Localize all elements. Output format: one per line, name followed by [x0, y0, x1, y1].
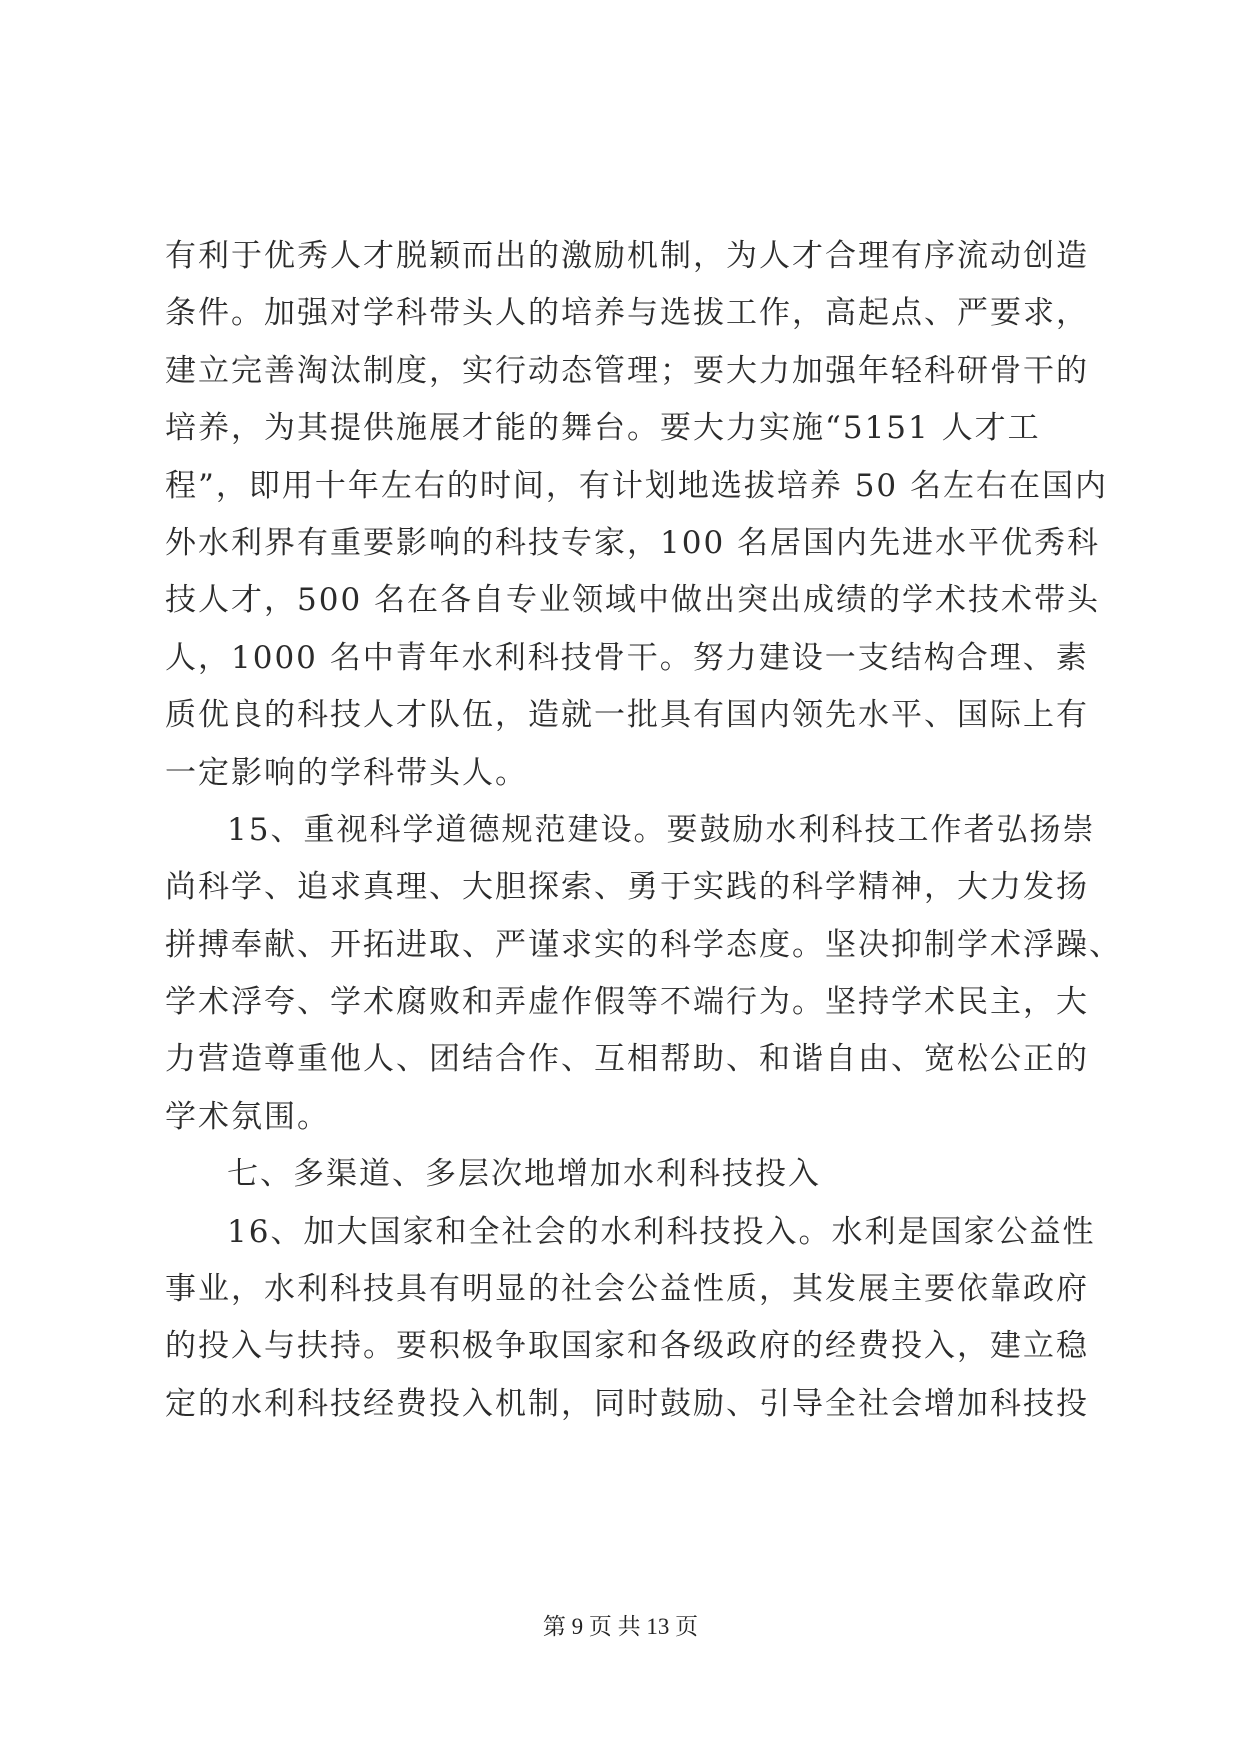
text-line: 尚科学、追求真理、大胆探索、勇于实践的科学精神，大力发扬 — [165, 869, 1089, 906]
text-line: 人，1000 名中青年水利科技骨干。努力建设一支结构合理、素 — [165, 639, 1089, 676]
page-number-footer: 第 9 页 共 13 页 — [542, 1614, 699, 1639]
text-line: 学术氛围。 — [165, 1098, 330, 1135]
text-line: 一定影响的学科带头人。 — [165, 754, 528, 791]
text-line: 条件。加强对学科带头人的培养与选拔工作，高起点、严要求， — [165, 295, 1089, 332]
text-line: 的投入与扶持。要积极争取国家和各级政府的经费投入，建立稳 — [165, 1328, 1089, 1365]
text-line: 事业，水利科技具有明显的社会公益性质，其发展主要依靠政府 — [165, 1271, 1089, 1308]
paragraph-15-start: 15、重视科学道德规范建设。要鼓励水利科技工作者弘扬崇 — [227, 811, 1096, 848]
text-line: 建立完善淘汰制度，实行动态管理；要大力加强年轻科研骨干的 — [165, 352, 1089, 389]
text-line: 力营造尊重他人、团结合作、互相帮助、和谐自由、宽松公正的 — [165, 1041, 1089, 1078]
text-line: 有利于优秀人才脱颖而出的激励机制，为人才合理有序流动创造 — [165, 238, 1089, 274]
body-text — [165, 228, 1122, 1433]
section-heading: 七、多渠道、多层次地增加水利科技投入 — [227, 1156, 821, 1193]
text-line: 外水利界有重要影响的科技专家，100 名居国内先进水平优秀科 — [165, 524, 1101, 561]
text-line: 质优良的科技人才队伍，造就一批具有国内领先水平、国际上有 — [165, 697, 1089, 734]
text-line: 培养，为其提供施展才能的舞台。要大力实施“5151 人才工 — [165, 410, 1041, 447]
text-line: 拼搏奉献、开拓进取、严谨求实的科学态度。坚决抑制学术浮躁、 — [165, 926, 1122, 963]
paragraph-16-start: 16、加大国家和全社会的水利科技投入。水利是国家公益性 — [227, 1213, 1096, 1250]
text-line: 程”，即用十年左右的时间，有计划地选拔培养 50 名左右在国内 — [165, 467, 1108, 504]
text-line: 学术浮夸、学术腐败和弄虚作假等不端行为。坚持学术民主，大 — [165, 984, 1089, 1021]
text-line: 技人才，500 名在各自专业领域中做出突出成绩的学术技术带头 — [165, 582, 1101, 619]
text-line: 定的水利科技经费投入机制，同时鼓励、引导全社会增加科技投 — [165, 1385, 1089, 1422]
